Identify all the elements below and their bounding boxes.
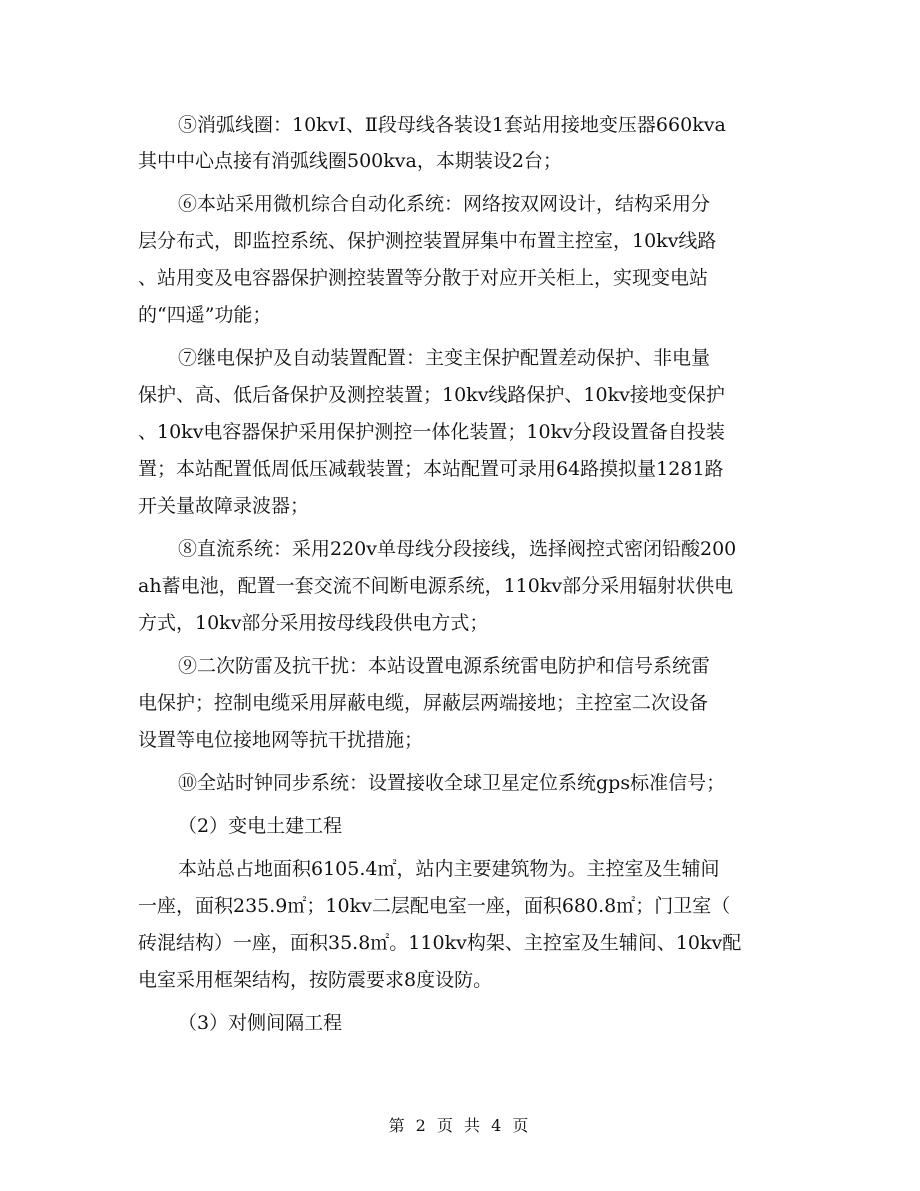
paragraph-line: 设置等电位接地网等抗干扰措施； bbox=[138, 729, 424, 751]
paragraph-line: 本站总占地面积6105.4㎡，站内主要建筑物为。主控室及生辅间 bbox=[178, 858, 720, 880]
section-heading: （2）变电土建工程 bbox=[178, 815, 343, 837]
paragraph-line: 一座，面积235.9㎡；10kv二层配电室一座，面积680.8㎡；门卫室（ bbox=[138, 895, 731, 917]
page-footer: 第 2 页 共 4 页 bbox=[388, 1116, 532, 1135]
paragraph-line: ⑥本站采用微机综合自动化系统：网络按双网设计，结构采用分 bbox=[178, 193, 711, 215]
paragraph-line: 方式，10kv部分采用按母线段供电方式； bbox=[138, 612, 489, 634]
paragraph-line: 电室采用框架结构，按防震要求8度设防。 bbox=[138, 969, 493, 991]
paragraph-line: 的“四遥”功能； bbox=[138, 304, 272, 326]
paragraph-line: ⑧直流系统：采用220v单母线分段接线，选择阀控式密闭铅酸200 bbox=[178, 538, 737, 560]
paragraph-line: 其中中心点接有消弧线圈500kva，本期装设2台； bbox=[138, 150, 562, 172]
paragraph-line: 开关量故障录波器； bbox=[138, 495, 310, 517]
paragraph-line: 保护、高、低后备保护及测控装置；10kv线路保护、10kv接地变保护 bbox=[138, 384, 725, 406]
paragraph-line: 置；本站配置低周低压减载装置；本站配置可录用64路摸拟量1281路 bbox=[138, 458, 724, 480]
paragraph-line: 、10kv电容器保护采用保护测控一体化装置；10kv分段设置备自投装 bbox=[138, 421, 725, 443]
paragraph-line: ⑩全站时钟同步系统：设置接收全球卫星定位系统gps标准信号； bbox=[178, 772, 726, 794]
paragraph-line: ah蓄电池，配置一套交流不间断电源系统，110kv部分采用辐射状供电 bbox=[138, 575, 734, 597]
section-heading: （3）对侧间隔工程 bbox=[178, 1012, 343, 1034]
paragraph-line: ⑨二次防雷及抗干扰：本站设置电源系统雷电防护和信号系统雷 bbox=[178, 655, 711, 677]
paragraph-line: 层分布式，即监控系统、保护测控装置屏集中布置主控室，10kv线路 bbox=[138, 230, 717, 252]
paragraph-line: 砖混结构）一座，面积35.8㎡。110kv构架、主控室及生辅间、10kv配 bbox=[138, 932, 742, 954]
paragraph-line: 电保护；控制电缆采用屏蔽电缆，屏蔽层两端接地；主控室二次设备 bbox=[138, 692, 709, 714]
paragraph-line: 、站用变及电容器保护测控装置等分散于对应开关柜上，实现变电站 bbox=[138, 267, 709, 289]
paragraph-line: ⑦继电保护及自动装置配置：主变主保护配置差动保护、非电量 bbox=[178, 347, 711, 369]
paragraph-line: ⑤消弧线圈：10kvⅠ、Ⅱ段母线各装设1套站用接地变压器660kva bbox=[178, 114, 726, 136]
